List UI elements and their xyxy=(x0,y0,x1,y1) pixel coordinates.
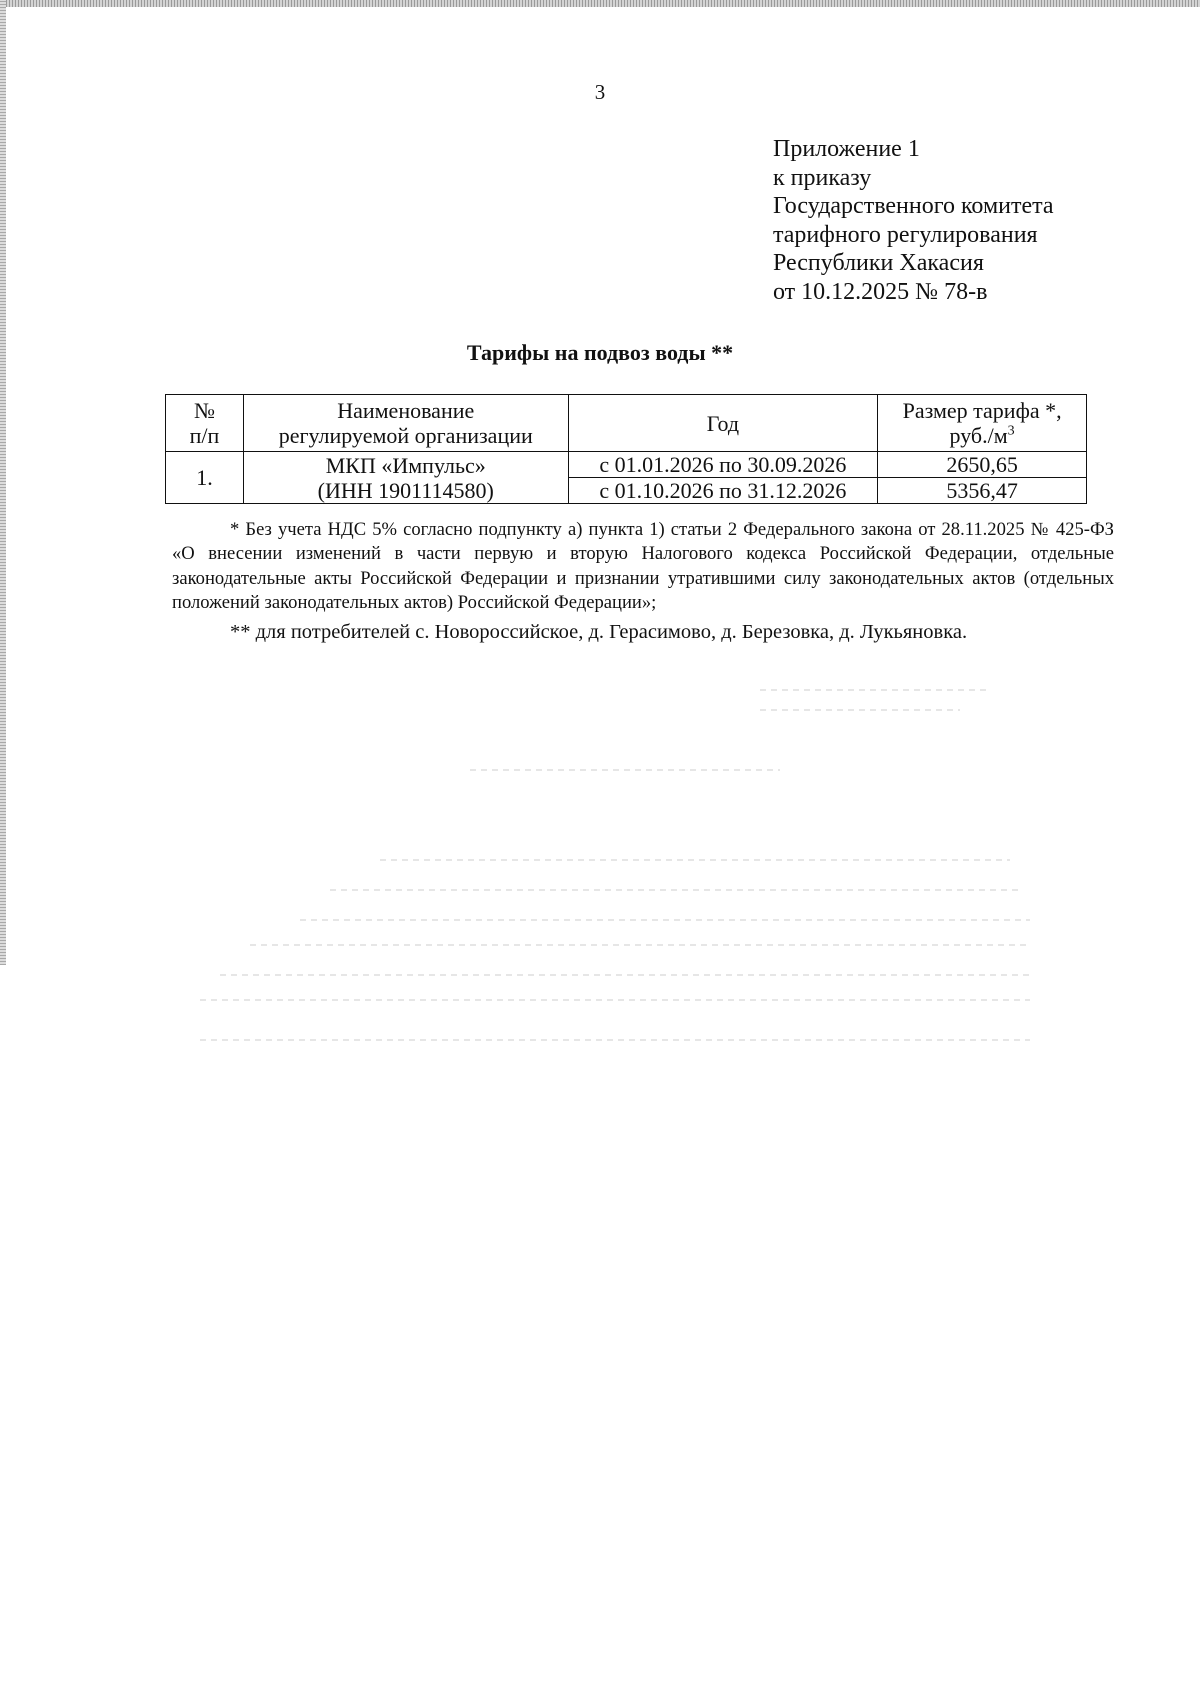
appendix-line: Приложение 1 xyxy=(773,136,920,162)
header-rate-unit-sup: 3 xyxy=(1007,423,1015,439)
header-num xyxy=(166,395,244,452)
appendix-line: от 10.12.2025 № 78-в xyxy=(773,278,988,305)
row-org xyxy=(243,452,568,504)
page-number: 3 xyxy=(594,80,606,104)
header-org-line: регулируемой организации xyxy=(278,423,533,448)
header-num-line: п/п xyxy=(189,423,220,448)
header-year: Год xyxy=(568,395,878,452)
scan-edge-left xyxy=(0,0,6,965)
appendix-line: Государственного комитета xyxy=(773,193,1054,220)
appendix-line: Республики Хакасия xyxy=(773,250,984,277)
header-rate-unit: руб./м xyxy=(949,423,1008,448)
org-name: МКП «Импульс» xyxy=(325,452,486,478)
row-num: 1. xyxy=(166,452,244,504)
document-title: Тарифы на подвоз воды ** xyxy=(466,340,734,365)
rate-cell: 2650,65 xyxy=(878,452,1087,478)
period-cell: с 01.01.2026 по 30.09.2026 xyxy=(568,452,878,478)
appendix-line: тарифного регулирования xyxy=(773,221,1038,248)
header-org xyxy=(243,395,568,452)
org-inn: (ИНН 1901114580) xyxy=(317,477,494,503)
appendix-line: к приказу xyxy=(773,164,872,191)
header-org-line: Наименование xyxy=(337,398,475,423)
rate-cell: 5356,47 xyxy=(878,478,1087,504)
period-cell: с 01.10.2026 по 31.12.2026 xyxy=(568,478,878,504)
appendix-block xyxy=(773,135,1054,307)
header-num-line: № xyxy=(193,398,215,423)
header-rate-line: Размер тарифа *, xyxy=(902,398,1062,423)
table-header-row xyxy=(166,395,1087,452)
header-rate xyxy=(878,395,1087,452)
table-row xyxy=(166,452,1087,478)
footnote-consumers: ** для потребителей с. Новороссийское, д. Герасимово, д. Березовка, д. Лукьяновка. xyxy=(230,621,968,644)
footnote-vat: * Без учета НДС 5% согласно подпункту а) пункта 1) статьи 2 Федерального закона от 28.11.2025 № 425-ФЗ «О внесении изменений в части первую и вторую Налогового кодекса Российской Федерации, отдельные законодательные акты Российской Федерации и признании утратившими силу законодательных актов (отдельных положений законодательных актов) Российской Федерации»; xyxy=(172,519,1114,613)
footnotes xyxy=(172,518,1114,644)
tariff-table xyxy=(165,394,1087,504)
scan-edge-top xyxy=(0,0,1200,7)
